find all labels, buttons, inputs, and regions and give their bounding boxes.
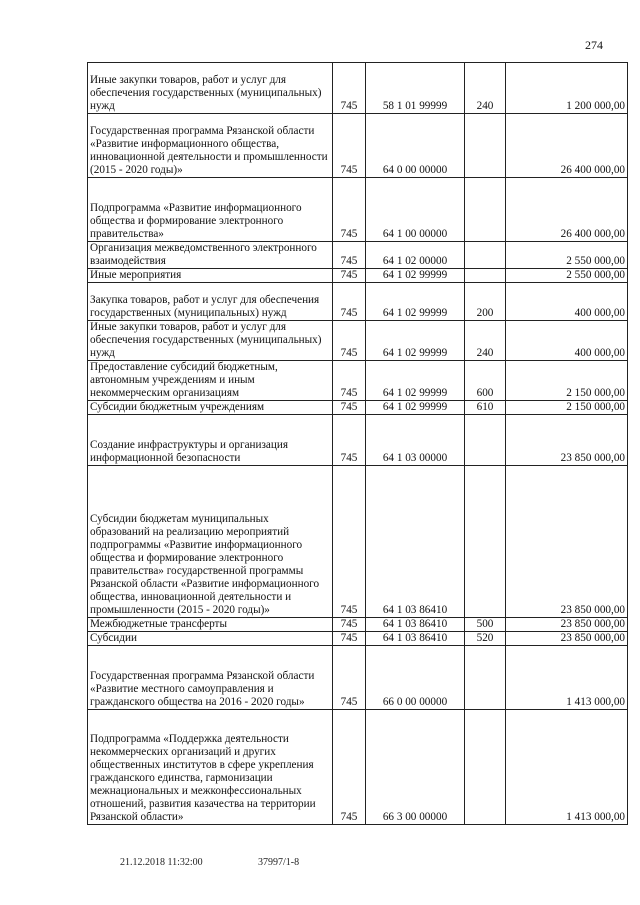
- table-row: [88, 466, 628, 618]
- row-amount: 2 150 000,00: [506, 361, 628, 401]
- row-ministry-code: 745: [333, 618, 366, 632]
- row-expense-type: [465, 466, 506, 618]
- row-name: Иные закупки товаров, работ и услуг для обеспечения государственных (муниципальных) нужд: [88, 321, 333, 361]
- row-expense-type: 200: [465, 283, 506, 321]
- row-name: Государственная программа Рязанской области «Развитие местного самоуправления и гражданского общества на 2016 - 2020 годы»: [88, 646, 333, 710]
- row-amount: 1 413 000,00: [506, 646, 628, 710]
- table-row: [88, 361, 628, 401]
- row-ministry-code: 745: [333, 361, 366, 401]
- row-amount: 23 850 000,00: [506, 415, 628, 466]
- row-target-article: 64 1 03 86410: [366, 466, 465, 618]
- row-target-article: 66 3 00 00000: [366, 710, 465, 825]
- table-row: [88, 415, 628, 466]
- row-expense-type: [465, 415, 506, 466]
- row-target-article: 64 1 02 99999: [366, 269, 465, 283]
- row-target-article: 64 1 03 86410: [366, 632, 465, 646]
- table-row: [88, 283, 628, 321]
- row-amount: 26 400 000,00: [506, 178, 628, 242]
- row-name: Предоставление субсидий бюджетным, автономным учреждениям и иным некоммерческим организациям: [88, 361, 333, 401]
- row-amount: 1 413 000,00: [506, 710, 628, 825]
- page-number: 274: [585, 38, 603, 52]
- row-name: Подпрограмма «Развитие информационного общества и формирование электронного правительства»: [88, 178, 333, 242]
- table-row: [88, 632, 628, 646]
- row-name: Субсидии бюджетным учреждениям: [88, 401, 333, 415]
- row-ministry-code: 745: [333, 242, 366, 269]
- row-expense-type: [465, 242, 506, 269]
- row-target-article: 64 0 00 00000: [366, 114, 465, 178]
- row-expense-type: 520: [465, 632, 506, 646]
- budget-table: [87, 62, 628, 825]
- row-target-article: 66 0 00 00000: [366, 646, 465, 710]
- row-target-article: 64 1 03 86410: [366, 618, 465, 632]
- row-name: Иные мероприятия: [88, 269, 333, 283]
- row-amount: 400 000,00: [506, 283, 628, 321]
- row-target-article: 64 1 02 99999: [366, 321, 465, 361]
- row-ministry-code: 745: [333, 114, 366, 178]
- row-name: Субсидии бюджетам муниципальных образований на реализацию мероприятий подпрограммы «Развитие информационного общества и формирование электронного правительства» государственной программы Рязанской области «Развитие информационного общества, инновационной деятельности и промышленности (2015 - 2020 годы)»: [88, 466, 333, 618]
- table-row: [88, 269, 628, 283]
- row-ministry-code: 745: [333, 710, 366, 825]
- table-row: [88, 710, 628, 825]
- row-amount: 23 850 000,00: [506, 632, 628, 646]
- row-ministry-code: 745: [333, 63, 366, 114]
- row-ministry-code: 745: [333, 283, 366, 321]
- table-row: [88, 178, 628, 242]
- row-expense-type: 610: [465, 401, 506, 415]
- row-target-article: 64 1 02 99999: [366, 401, 465, 415]
- table-row: [88, 401, 628, 415]
- row-amount: 2 550 000,00: [506, 269, 628, 283]
- row-name: Иные закупки товаров, работ и услуг для обеспечения государственных (муниципальных) нужд: [88, 63, 333, 114]
- row-amount: 23 850 000,00: [506, 618, 628, 632]
- row-name: Подпрограмма «Поддержка деятельности некоммерческих организаций и других общественных институтов в сфере укрепления гражданского единства, гармонизации межнациональных и межконфессиональных отношений, развития казачества на территории Рязанской области»: [88, 710, 333, 825]
- footer-datetime: 21.12.2018 11:32:00: [120, 857, 203, 868]
- table-row: [88, 646, 628, 710]
- row-ministry-code: 745: [333, 415, 366, 466]
- row-name: Создание инфраструктуры и организация информационной безопасности: [88, 415, 333, 466]
- row-amount: 26 400 000,00: [506, 114, 628, 178]
- row-name: Организация межведомственного электронного взаимодействия: [88, 242, 333, 269]
- row-name: Государственная программа Рязанской области «Развитие информационного общества, инновационной деятельности и промышленности (2015 - 2020 годы)»: [88, 114, 333, 178]
- row-target-article: 64 1 03 00000: [366, 415, 465, 466]
- row-target-article: 58 1 01 99999: [366, 63, 465, 114]
- table-row: [88, 321, 628, 361]
- row-target-article: 64 1 02 99999: [366, 361, 465, 401]
- row-target-article: 64 1 02 00000: [366, 242, 465, 269]
- row-expense-type: [465, 646, 506, 710]
- row-expense-type: [465, 710, 506, 825]
- table-row: [88, 114, 628, 178]
- row-amount: 1 200 000,00: [506, 63, 628, 114]
- row-expense-type: 240: [465, 321, 506, 361]
- row-ministry-code: 745: [333, 466, 366, 618]
- row-ministry-code: 745: [333, 632, 366, 646]
- row-ministry-code: 745: [333, 646, 366, 710]
- row-name: Закупка товаров, работ и услуг для обеспечения государственных (муниципальных) нужд: [88, 283, 333, 321]
- row-amount: 400 000,00: [506, 321, 628, 361]
- row-name: Межбюджетные трансферты: [88, 618, 333, 632]
- footer-doc-code: 37997/1-8: [258, 857, 300, 868]
- table-row: [88, 618, 628, 632]
- row-name: Субсидии: [88, 632, 333, 646]
- row-target-article: 64 1 02 99999: [366, 283, 465, 321]
- row-amount: 2 550 000,00: [506, 242, 628, 269]
- row-ministry-code: 745: [333, 269, 366, 283]
- row-ministry-code: 745: [333, 321, 366, 361]
- table-row: [88, 63, 628, 114]
- row-expense-type: [465, 269, 506, 283]
- row-ministry-code: 745: [333, 178, 366, 242]
- row-expense-type: 600: [465, 361, 506, 401]
- table-row: [88, 242, 628, 269]
- row-expense-type: 240: [465, 63, 506, 114]
- row-expense-type: [465, 178, 506, 242]
- row-amount: 23 850 000,00: [506, 466, 628, 618]
- row-ministry-code: 745: [333, 401, 366, 415]
- row-target-article: 64 1 00 00000: [366, 178, 465, 242]
- row-expense-type: [465, 114, 506, 178]
- row-expense-type: 500: [465, 618, 506, 632]
- row-amount: 2 150 000,00: [506, 401, 628, 415]
